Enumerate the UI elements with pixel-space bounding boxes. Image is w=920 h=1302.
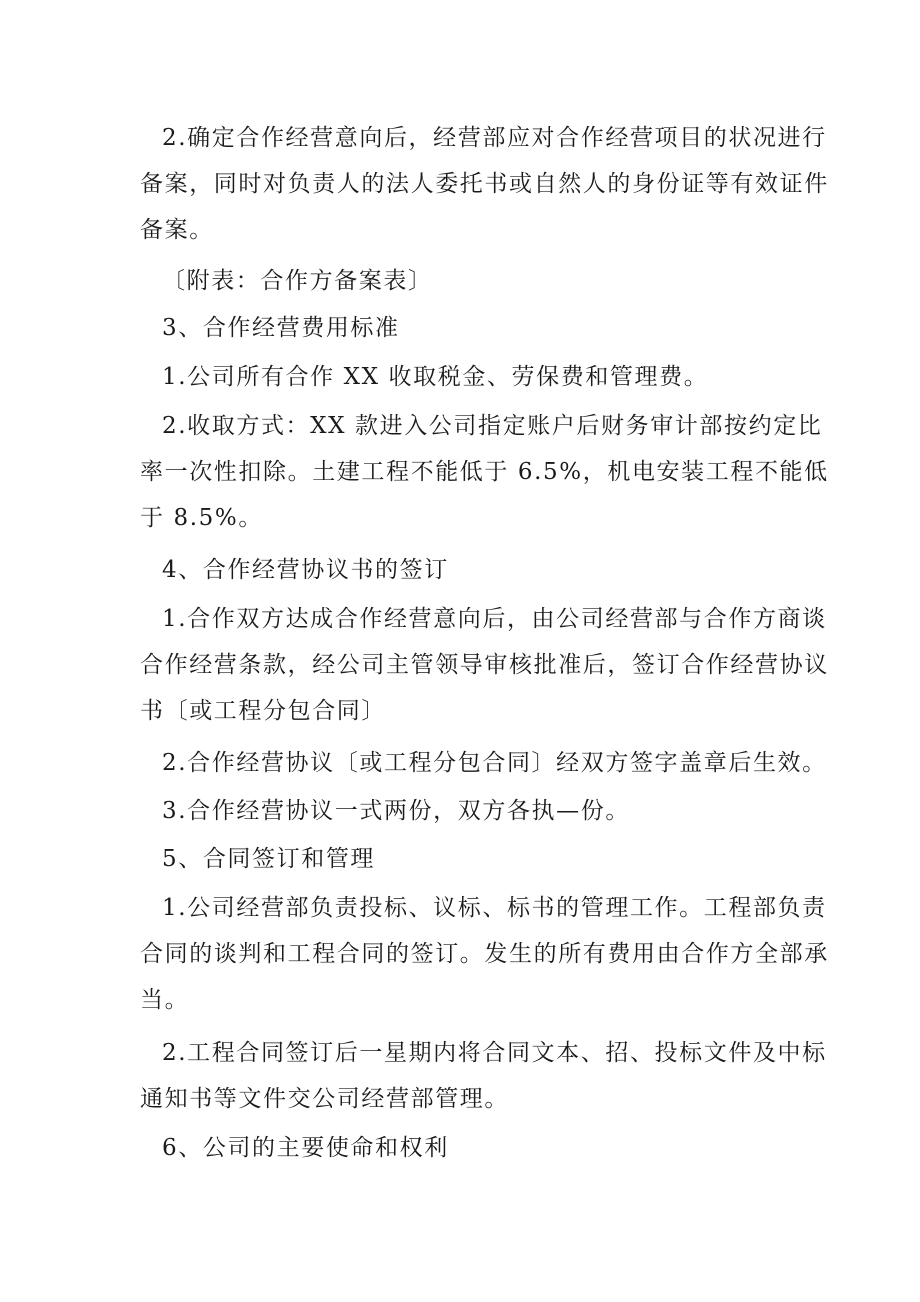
paragraph-line: 于 8.5%。 (140, 505, 263, 531)
paragraph-p11 (140, 885, 829, 1023)
paragraph-line: 通知书等文件交公司经营部管理。 (140, 1086, 509, 1112)
section-heading-4 (140, 547, 800, 593)
paragraph-line: 2.收取方式：XX 款进入公司指定账户后财务审计部按约定比 (162, 413, 823, 439)
paragraph-line: 3.合作经营协议一式两份，双方各执—份。 (162, 798, 630, 824)
section-heading-3 (140, 305, 800, 351)
paragraph-line: 率一次性扣除。土建工程不能低于 6.5%，机电安装工程不能低 (140, 459, 829, 485)
paragraph-p12 (140, 1030, 827, 1122)
paragraph-line: 合同的谈判和工程合同的签订。发生的所有费用由合作方全部承 (140, 941, 829, 967)
section-heading: 5、合同签订和管理 (162, 846, 376, 872)
paragraph-p9 (140, 788, 800, 834)
paragraph-p2 (140, 258, 800, 304)
section-heading: 4、合作经营协议书的签订 (162, 557, 449, 583)
paragraph-p5 (140, 403, 829, 541)
section-heading-5 (140, 836, 800, 882)
paragraph-line: 备案，同时对负责人的法人委托书或自然人的身份证等有效证件 (140, 171, 829, 197)
paragraph-line: 当。 (140, 987, 190, 1013)
paragraph-line: 1.公司所有合作 XX 收取税金、劳保费和管理费。 (162, 364, 709, 390)
paragraph-p7 (140, 596, 829, 734)
paragraph-line: 1.公司经营部负责投标、议标、标书的管理工作。工程部负责 (162, 895, 827, 921)
paragraph-line: 2.工程合同签订后一星期内将合同文本、招、投标文件及中标 (162, 1040, 827, 1066)
paragraph-p1 (140, 115, 829, 253)
paragraph-line: 2.确定合作经营意向后，经营部应对合作经营项目的状况进行 (162, 125, 827, 151)
paragraph-line: 备案。 (140, 217, 214, 243)
paragraph-line: 书〔或工程分包合同〕 (140, 698, 386, 724)
section-heading-6 (140, 1125, 800, 1171)
paragraph-p4 (140, 354, 800, 400)
paragraph-line: 1.合作双方达成合作经营意向后，由公司经营部与合作方商谈 (162, 606, 827, 632)
paragraph-line: 合作经营条款，经公司主管领导审核批准后，签订合作经营协议 (140, 652, 829, 678)
paragraph-line: 〔附表：合作方备案表〕 (162, 268, 433, 294)
paragraph-p8 (140, 740, 827, 786)
paragraph-line: 2.合作经营协议〔或工程分包合同〕经双方签字盖章后生效。 (162, 750, 827, 776)
section-heading: 3、合作经营费用标准 (162, 315, 400, 341)
section-heading: 6、公司的主要使命和权利 (162, 1135, 449, 1161)
